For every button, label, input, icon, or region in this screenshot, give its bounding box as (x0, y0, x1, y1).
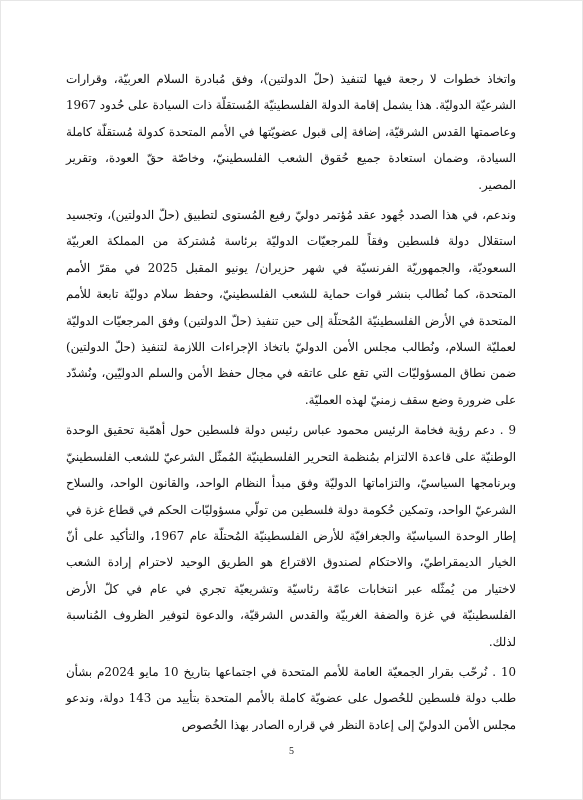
paragraph-item-10: 10 . نُرحّب بقرار الجمعيّة العامة للأمم المتحدة في اجتماعها بتاريخ 10 مايو 2024م بشأن طلب دولة فلسطين للحُصول على عضويّة كاملة بالأمم المتحدة بتأييد من 143 دولة، وندعو مجلس الأمن الدوليّ إلى إعادة النظر في قراره الصادر بهذا الخُصوص (66, 664, 516, 732)
page-number: 5 (289, 746, 294, 757)
document-body (66, 66, 516, 738)
paragraph-continuation: واتخاذ خطوات لا رجعة فيها لتنفيذ (حلّ الدولتين)، وفق مُبادرة السلام العربيّة، وقرارات الشرعيّة الدوليّة. هذا يشمل إقامة الدولة الفلسطينيّة المُستقلّة ذات السيادة على حُدود 1967 وعاصمتها القدس الشرقيّة، إضافة إلى قبول عضويّتها في الأمم المتحدة كدولة مُستقلّة كاملة السيادة، وضمان استعادة جميع حُقوق الشعب الفلسطينيّ، وخاصّة حقّ العودة، وتقرير المصير. (66, 72, 516, 192)
paragraph-item-9: 9 . دعم رؤية فخامة الرئيس محمود عباس رئيس دولة فلسطين حول أهمّية تحقيق الوحدة الوطنيّة على قاعدة الالتزام بمُنظمة التحرير الفلسطينيّة المُمثّل الشرعيّ للشعب الفلسطينيّ وبرنامجها السياسيّ، والتزاماتها الدوليّة وفق مبدأ النظام الواحد، والقانون الواحد، والسلاح الشرعيّ الواحد، وتمكين حُكومة دولة فلسطين من تولّي مسؤوليّات الحكم في قطاع غزة في إطار الوحدة السياسيّة والجغرافيّة للأرض الفلسطينيّة المُحتلّة عام 1967، والتأكيد على أنّ الخيار الديمقراطيّ، والاحتكام لصندوق الاقتراع هو الطريق الوحيد لاحترام إرادة الشعب لاختيار من يُمثّله عبر انتخابات عامّة رئاسيّة وتشريعيّة تجري في عام في كلّ الأرض الفلسطينيّة في غزة والضفة الغربيّة والقدس الشرقيّة، والدعوة لتوفير الظروف المُناسبة لذلك. (66, 423, 516, 649)
paragraph-conference: وندعم، في هذا الصدد جُهود عقد مُؤتمر دوليّ رفيع المُستوى لتطبيق (حلّ الدولتين)، وتجسيد استقلال دولة فلسطين وفقاً للمرجعيّات الدوليّة برئاسة مُشتركة من المملكة العربيّة السعوديّة، والجمهوريّة الفرنسيّة في شهر حزيران/ يونيو المقبل 2025 في مقرّ الأمم المتحدة، كما نُطالب بنشر قوات حماية للشعب الفلسطينيّ، وحفظ سلام دوليّة تابعة للأمم المتحدة في الأرض الفلسطينيّة المُحتلّة إلى حين تنفيذ (حلّ الدولتين) وفق المرجعيّات الدوليّة لعمليّة السلام، ونُطالب مجلس الأمن الدوليّ باتخاذ الإجراءات اللازمة لتنفيذ (حلّ الدولتين) ضمن نطاق المسؤوليّات التي تقع على عاتقه في مجال حفظ الأمن والسلم الدوليّين، ونُشدّد على ضرورة وضع سقف زمنيّ لهذه العمليّة. (66, 208, 516, 407)
